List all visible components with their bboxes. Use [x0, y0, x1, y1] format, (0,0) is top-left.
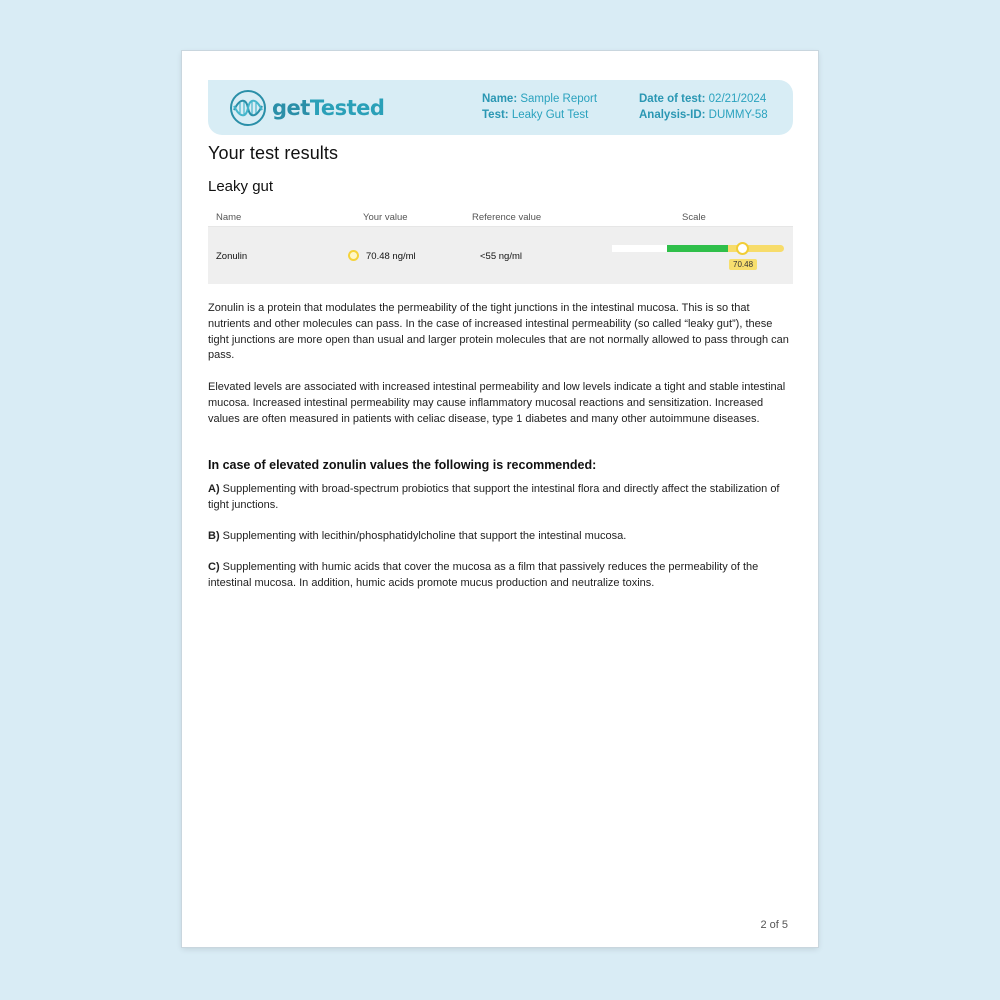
- col-name: Name: [216, 212, 242, 223]
- scale-marker: [736, 242, 749, 255]
- row-reference: <55 ng/ml: [480, 251, 522, 262]
- analysis-value: DUMMY-58: [708, 109, 768, 121]
- recommendation-b: [208, 529, 793, 545]
- analysis-label: Analysis-ID:: [639, 109, 706, 121]
- scale-normal-segment: [667, 245, 728, 252]
- col-scale: Scale: [682, 212, 706, 223]
- paragraph-zonulin-intro: Zonulin is a protein that modulates the permeability of the tight junctions in the intestinal mucosa. This is so that nutrients and other molecules can pass. In the case of increased intestinal permeability (so called “leaky gut”), these tight junctions are more open than usual and larger protein molecules that are not normally allowed to pass through can pass.: [208, 302, 789, 362]
- date-value: 02/21/2024: [708, 93, 767, 105]
- name-value: Sample Report: [520, 93, 598, 105]
- recommendation-c: [208, 560, 793, 592]
- scale-bar: [612, 243, 784, 273]
- name-line: [482, 91, 597, 107]
- page-number: 2 of 5: [760, 919, 788, 931]
- name-label: Name:: [482, 93, 518, 105]
- date-line: [639, 91, 768, 107]
- recommendation-b-text: Supplementing with lecithin/phosphatidylcholine that support the intestinal mucosa.: [219, 530, 627, 542]
- recommendation-a: [208, 482, 793, 514]
- gettested-logo: [228, 88, 384, 128]
- recommendation-a-text: Supplementing with broad-spectrum probiotics that support the intestinal flora and directly affect the stabilization of tight junctions.: [208, 483, 780, 511]
- date-label: Date of test:: [639, 93, 706, 105]
- recommendation-a-key: A): [208, 483, 220, 495]
- results-table: [208, 210, 793, 284]
- analysis-line: [639, 107, 768, 123]
- col-your-value: Your value: [363, 212, 408, 223]
- report-meta-right: [639, 91, 768, 123]
- recommendation-b-key: B): [208, 530, 220, 542]
- section-title: Leaky gut: [208, 178, 274, 195]
- scale-value-badge: 70.48: [729, 259, 757, 270]
- test-value: Leaky Gut Test: [511, 109, 589, 121]
- scale-low-segment: [612, 245, 667, 252]
- row-name: Zonulin: [216, 251, 248, 262]
- logo-get: get: [272, 96, 310, 120]
- report-page: [182, 51, 818, 947]
- col-reference-value: Reference value: [472, 212, 542, 223]
- recommendation-title: In case of elevated zonulin values the following is recommended:: [208, 458, 597, 472]
- status-dot-icon: [348, 250, 359, 261]
- row-value: 70.48 ng/ml: [366, 251, 416, 262]
- table-header: [208, 210, 793, 227]
- dna-logo-icon: [228, 88, 268, 128]
- test-line: [482, 107, 597, 123]
- logo-wordmark: [272, 96, 384, 120]
- recommendation-c-text: Supplementing with humic acids that cover the mucosa as a film that passively reduces the permeability of the intestinal mucosa. In addition, humic acids promote mucus production and neutralize toxins.: [208, 561, 759, 589]
- paragraph-elevated-levels: Elevated levels are associated with increased intestinal permeability and low levels indicate a tight and stable intestinal mucosa. Increased intestinal permeability may cause inflammatory mucosal reactions and sensitization. Increased values are often measured in patients with celiac disease, type 1 diabetes and many other autoimmune diseases.: [208, 381, 786, 425]
- report-meta-left: [482, 91, 597, 123]
- logo-tested: Tested: [309, 96, 385, 120]
- test-label: Test:: [482, 109, 509, 121]
- page-title: Your test results: [208, 143, 339, 163]
- recommendation-c-key: C): [208, 561, 220, 573]
- table-row: [208, 227, 793, 284]
- report-header: [208, 80, 793, 135]
